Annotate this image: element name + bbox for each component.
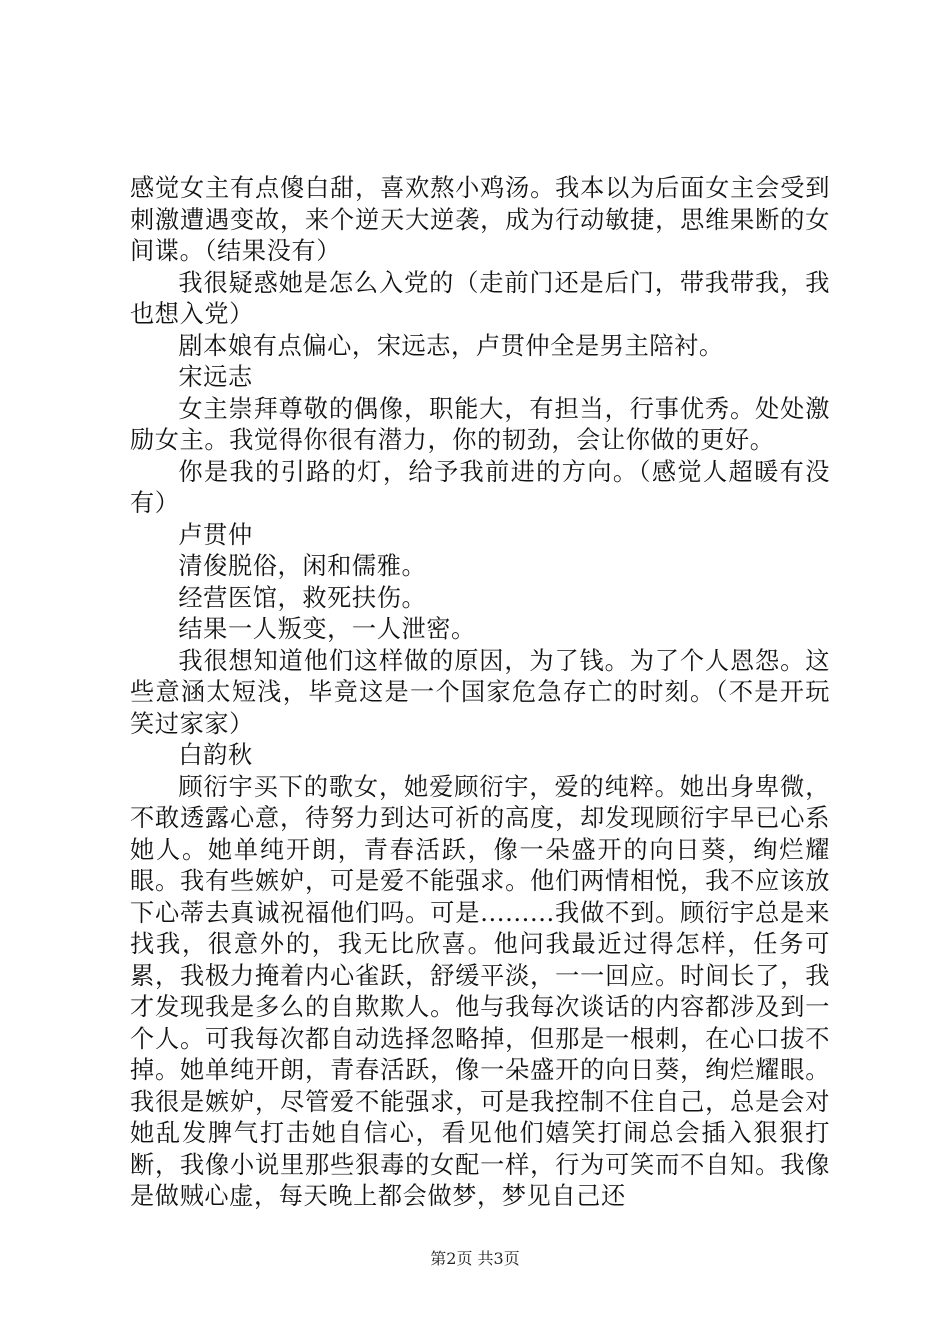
section-heading: 卢贯仲	[178, 520, 253, 549]
document-body	[130, 173, 830, 1213]
paragraph: 顾衍宇买下的歌女，她爱顾衍宇，爱的纯粹。她出身卑微，不敢透露心意，待努力到达可祈的高度，却发现顾衍宇早已心系她人。她单纯开朗，青春活跃，像一朵盛开的向日葵，绚烂耀眼。我有些嫉妒，可是爱不能强求。他们两情相悦，我不应该放下心蒂去真诚祝福他们吗。可是.........我做不到。顾衍宇总是来找我，很意外的，我无比欣喜。他问我最近过得怎样，任务可累，我极力掩着内心雀跃，舒缓平淡，一一回应。时间长了，我才发现我是多么的自欺欺人。他与我每次谈话的内容都涉及到一个人。可我每次都自动选择忽略掉，但那是一根刺，在心口拔不掉。她单纯开朗，青春活跃，像一朵盛开的向日葵，绚烂耀眼。我很是嫉妒，尽管爱不能强求，可是我控制不住自己，总是会对她乱发脾气打击她自信心，看见他们嬉笑打闹总会插入狠狠打断，我像小说里那些狠毒的女配一样，行为可笑而不自知。我像是做贼心虚，每天晚上都会做梦，梦见自己还	[130, 772, 830, 1210]
paragraph: 我很疑惑她是怎么入党的（走前门还是后门，带我带我，我也想入党）	[130, 268, 830, 328]
paragraph: 我很想知道他们这样做的原因，为了钱。为了个人恩怨。这些意涵太短浅，毕竟这是一个国家危急存亡的时刻。（不是开玩笑过家家）	[130, 646, 830, 738]
section-heading: 白韵秋	[178, 741, 253, 769]
section-heading: 宋远志	[178, 363, 253, 391]
page-number-footer: 第2页 共3页	[430, 1249, 520, 1268]
paragraph: 清俊脱俗，闲和儒雅。	[178, 552, 427, 580]
paragraph: 感觉女主有点傻白甜，喜欢熬小鸡汤。我本以为后面女主会受到刺激遭遇变故，来个逆天大逆袭，成为行动敏捷，思维果断的女间谍。（结果没有）	[130, 174, 830, 265]
paragraph: 你是我的引路的灯，给予我前进的方向。（感觉人超暖有没有）	[130, 457, 830, 517]
paragraph: 剧本娘有点偏心，宋远志，卢贯仲全是男主陪衬。	[178, 331, 724, 360]
paragraph: 结果一人叛变，一人泄密。	[178, 615, 476, 643]
paragraph: 经营医馆，救死扶伤。	[178, 583, 427, 612]
paragraph: 女主崇拜尊敬的偶像，职能大，有担当，行事优秀。处处激励女主。我觉得你很有潜力，你的韧劲，会让你做的更好。	[130, 394, 830, 454]
